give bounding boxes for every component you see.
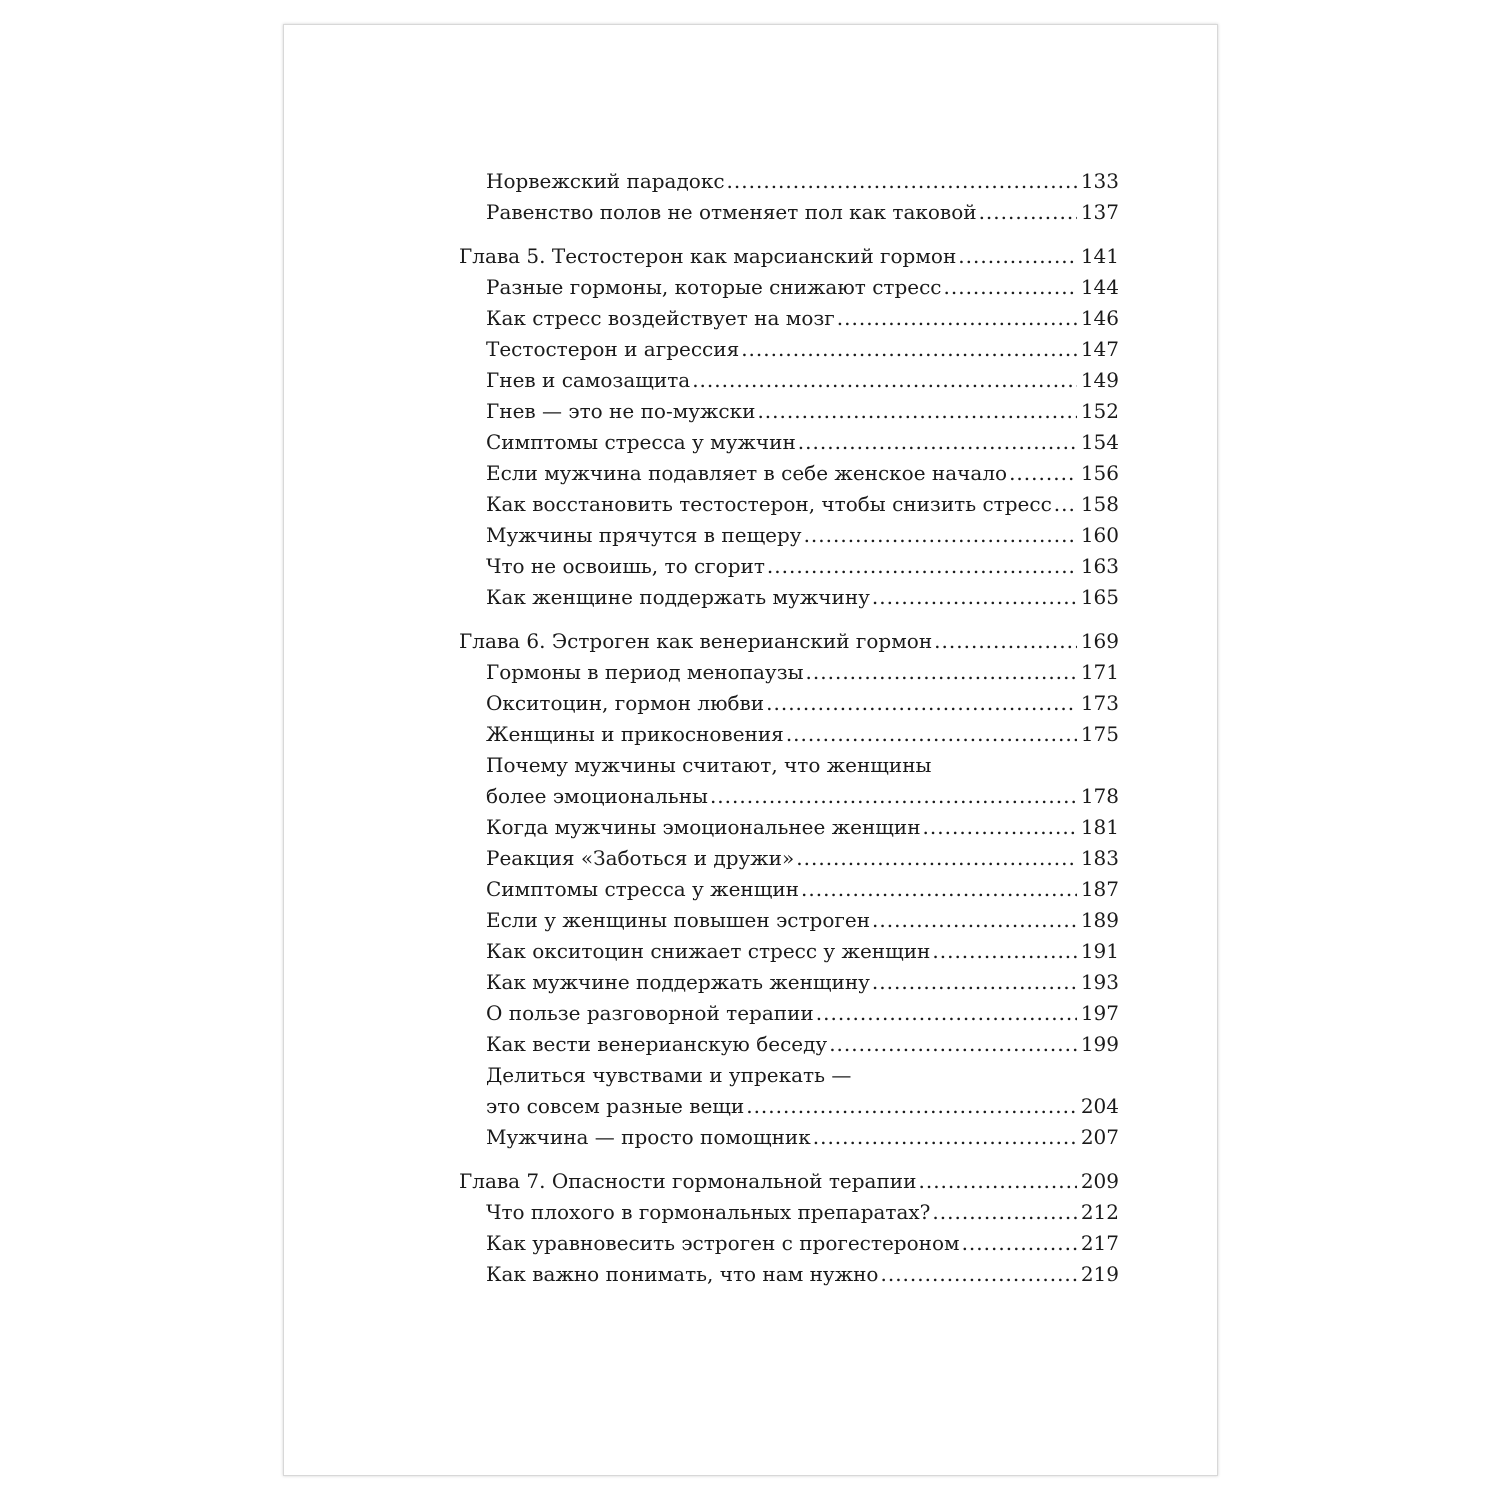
dot-leader [786,719,1077,750]
toc-entry-title: Как уравновесить эстроген с прогестероном [486,1231,960,1255]
toc-page-number: 207 [1080,1125,1119,1149]
toc-entry-title-line1: Почему мужчины считают, что женщины [486,753,932,777]
toc-chapter-title: Глава 7. Опасности гормональной терапии [459,1169,917,1193]
dot-leader [813,1122,1077,1153]
table-of-contents [459,166,1119,1290]
toc-entry [459,781,1119,812]
toc-page-number: 187 [1080,877,1119,901]
toc-entry [459,1122,1119,1153]
toc-entry-title: Норвежский парадокс [486,169,725,193]
toc-entry-title: Мужчины прячутся в пещеру [486,523,802,547]
toc-entry-title-line1: Делиться чувствами и упрекать — [486,1063,852,1087]
toc-page-number: 204 [1080,1094,1119,1118]
toc-entry-title: это совсем разные вещи [486,1094,745,1118]
toc-page-number: 209 [1080,1169,1119,1193]
toc-entry [459,303,1119,334]
toc-entry [459,905,1119,936]
toc-page-number: 175 [1080,722,1119,746]
toc-entry [459,843,1119,874]
toc-entry [459,1029,1119,1060]
toc-page-number: 169 [1080,629,1119,653]
toc-entry-title: Гормоны в период менопаузы [486,660,804,684]
toc-entry [459,998,1119,1029]
toc-entry [459,365,1119,396]
dot-leader [767,551,1077,582]
toc-entry [459,657,1119,688]
dot-leader [801,874,1077,905]
toc-chapter-heading [459,241,1119,272]
toc-entry [459,197,1119,228]
toc-page-number: 141 [1080,244,1119,268]
toc-entry [459,272,1119,303]
toc-page-number: 199 [1080,1032,1119,1056]
dot-leader [872,905,1077,936]
dot-leader [872,967,1077,998]
toc-entry-title: Мужчина — просто помощник [486,1125,811,1149]
toc-entry [459,812,1119,843]
toc-entry [459,520,1119,551]
toc-page-number: 212 [1080,1200,1119,1224]
dot-leader [934,626,1077,657]
toc-entry-title: более эмоциональны [486,784,708,808]
toc-entry [459,688,1119,719]
toc-entry-title: Окситоцин, гормон любви [486,691,765,715]
toc-entry-title: Когда мужчины эмоциональнее женщин [486,815,921,839]
toc-page-number: 173 [1080,691,1119,715]
toc-chapter-heading [459,1166,1119,1197]
toc-entry-title: Разные гормоны, которые снижают стресс [486,275,942,299]
dot-leader [962,1228,1077,1259]
dot-leader [1054,489,1077,520]
toc-page-number: 191 [1080,939,1119,963]
toc-page-number: 181 [1080,815,1119,839]
toc-page-number: 197 [1080,1001,1119,1025]
toc-entry-title: Что не освоишь, то сгорит [486,554,765,578]
dot-leader [1009,458,1077,489]
toc-entry [459,967,1119,998]
toc-entry [459,458,1119,489]
toc-page-number: 160 [1080,523,1119,547]
toc-page-number: 163 [1080,554,1119,578]
dot-leader [757,396,1076,427]
toc-chapter-title: Глава 5. Тестостерон как марсианский гормон [459,244,957,268]
toc-page-number: 154 [1080,430,1119,454]
toc-entry-title: Как важно понимать, что нам нужно [486,1262,879,1286]
toc-page-number: 156 [1080,461,1119,485]
dot-leader [804,520,1077,551]
toc-page-number: 178 [1080,784,1119,808]
toc-entry-title: Как восстановить тестостерон, чтобы снизить стресс [486,492,1052,516]
dot-leader [692,365,1077,396]
toc-entry-title: Гнев — это не по-мужски [486,399,756,423]
dot-leader [710,781,1077,812]
toc-page-number: 137 [1080,200,1119,224]
toc-entry-title: Женщины и прикосновения [486,722,784,746]
toc-entry-title: Гнев и самозащита [486,368,691,392]
toc-entry [459,1228,1119,1259]
toc-entry [459,582,1119,613]
dot-leader [766,688,1077,719]
toc-page-number: 149 [1080,368,1119,392]
toc-page-number: 158 [1080,492,1119,516]
toc-entry-title: Как окситоцин снижает стресс у женщин [486,939,931,963]
toc-entry-title: Как вести венерианскую беседу [486,1032,828,1056]
toc-entry [459,936,1119,967]
toc-entry-title: Равенство полов не отменяет пол как таковой [486,200,977,224]
dot-leader [798,427,1077,458]
toc-page-number: 147 [1080,337,1119,361]
toc-entry-title: Как стресс воздействует на мозг [486,306,835,330]
toc-entry [459,427,1119,458]
toc-entry [459,551,1119,582]
dot-leader [932,936,1076,967]
toc-page-number: 217 [1080,1231,1119,1255]
toc-entry [459,489,1119,520]
toc-chapter-title: Глава 6. Эстроген как венерианский гормон [459,629,933,653]
dot-leader [727,166,1077,197]
toc-entry-title: О пользе разговорной терапии [486,1001,814,1025]
dot-leader [932,1197,1076,1228]
toc-entry-title: Как мужчине поддержать женщину [486,970,870,994]
toc-entry-title: Если у женщины повышен эстроген [486,908,871,932]
toc-page-number: 193 [1080,970,1119,994]
toc-entry [459,334,1119,365]
dot-leader [796,843,1077,874]
toc-entry [459,1259,1119,1290]
toc-page-number: 146 [1080,306,1119,330]
toc-entry-title: Симптомы стресса у мужчин [486,430,796,454]
toc-entry [459,719,1119,750]
toc-entry [459,1197,1119,1228]
toc-entry [459,874,1119,905]
dot-leader [837,303,1077,334]
toc-entry-title: Симптомы стресса у женщин [486,877,799,901]
dot-leader [806,657,1077,688]
dot-leader [944,272,1077,303]
toc-page-number: 165 [1080,585,1119,609]
toc-page-number: 152 [1080,399,1119,423]
toc-chapter-heading [459,626,1119,657]
dot-leader [741,334,1077,365]
toc-entry-title: Что плохого в гормональных препаратах? [486,1200,931,1224]
toc-entry-title: Тестостерон и агрессия [486,337,740,361]
dot-leader [979,197,1077,228]
dot-leader [918,1166,1076,1197]
dot-leader [880,1259,1076,1290]
toc-page-number: 189 [1080,908,1119,932]
dot-leader [829,1029,1077,1060]
dot-leader [816,998,1077,1029]
toc-entry [459,1091,1119,1122]
dot-leader [872,582,1077,613]
toc-page-number: 144 [1080,275,1119,299]
toc-page-number: 183 [1080,846,1119,870]
toc-entry [459,166,1119,197]
dot-leader [923,812,1077,843]
dot-leader [746,1091,1077,1122]
toc-entry-title: Реакция «Заботься и дружи» [486,846,795,870]
toc-entry [459,396,1119,427]
toc-page-number: 133 [1080,169,1119,193]
toc-entry-title: Как женщине поддержать мужчину [486,585,870,609]
dot-leader [958,241,1077,272]
toc-entry-title: Если мужчина подавляет в себе женское начало [486,461,1008,485]
toc-page-number: 171 [1080,660,1119,684]
toc-page-number: 219 [1080,1262,1119,1286]
